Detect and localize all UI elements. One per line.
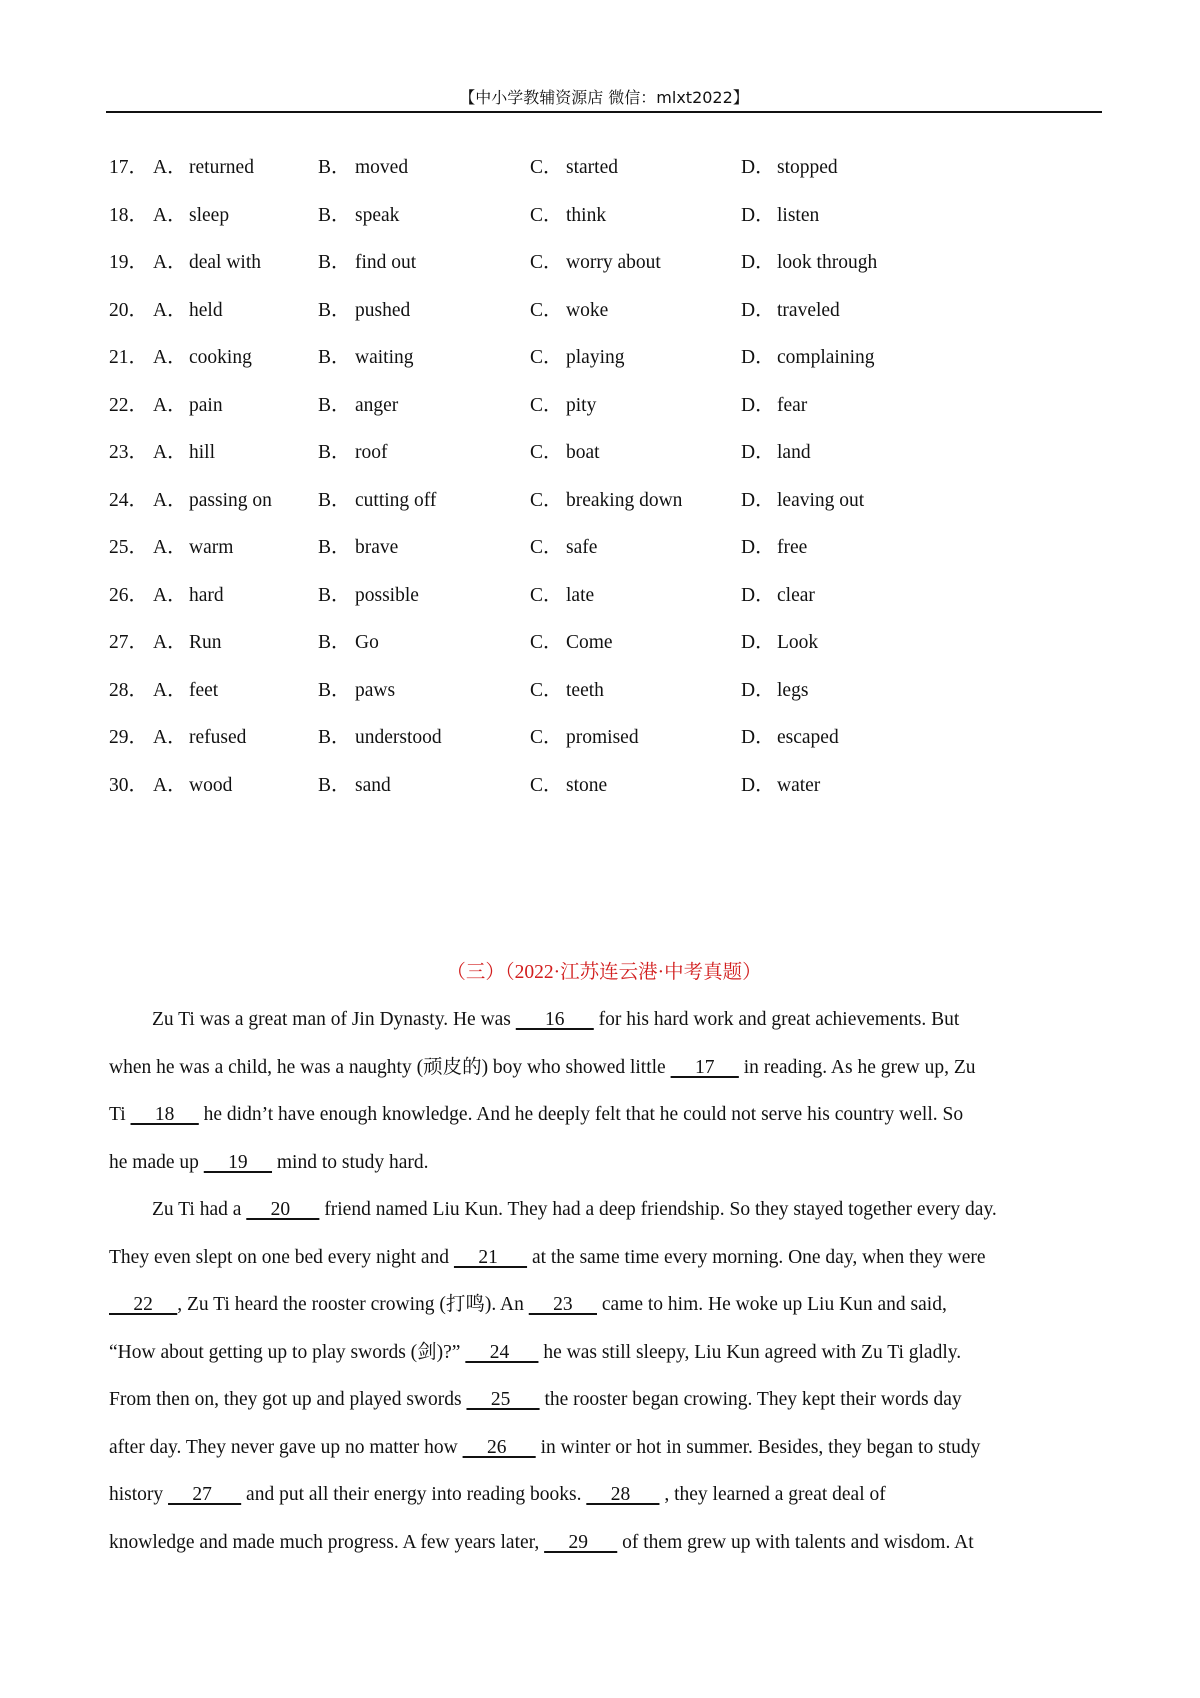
option-a-letter: A． xyxy=(153,727,187,748)
answer-blank: 19 xyxy=(203,1151,273,1173)
question-number: 21． xyxy=(109,347,149,368)
passage-text: , Zu Ti heard the rooster crowing (打鸣). An xyxy=(177,1294,529,1315)
option-d-letter: D． xyxy=(741,394,775,416)
header-rule xyxy=(106,111,1102,113)
option-b-letter: B． xyxy=(318,679,351,701)
option-row xyxy=(109,576,1089,624)
option-a-text: deal with xyxy=(189,252,262,273)
option-d-text: look through xyxy=(777,252,878,273)
option-b-text: brave xyxy=(355,537,399,558)
option-d-text: water xyxy=(777,774,821,796)
answer-blank: 16 xyxy=(515,1009,594,1030)
option-d-letter: D． xyxy=(741,347,775,368)
option-a-letter: A． xyxy=(153,537,187,558)
option-b-text: possible xyxy=(355,584,419,606)
option-c-text: started xyxy=(566,157,618,178)
option-a-text: pain xyxy=(189,394,223,416)
answer-blank: 21 xyxy=(453,1246,528,1268)
option-b-letter: B． xyxy=(318,632,351,653)
passage-text: “How about getting up to play swords (剑)?” xyxy=(109,1341,466,1363)
option-a-letter: A． xyxy=(153,774,187,796)
passage-text: mind to study hard. xyxy=(272,1151,429,1173)
option-row xyxy=(109,766,1089,814)
answer-blank: 25 xyxy=(466,1389,540,1410)
option-c-letter: C． xyxy=(530,774,563,796)
answer-blank: 29 xyxy=(544,1531,618,1553)
passage-line xyxy=(109,1190,1105,1238)
passage-text: knowledge and made much progress. A few years later, xyxy=(109,1531,545,1553)
answer-blank: 18 xyxy=(130,1104,199,1125)
option-c-text: breaking down xyxy=(566,489,683,511)
option-b-text: moved xyxy=(355,157,409,178)
option-row xyxy=(109,338,1089,386)
passage-line xyxy=(109,1285,1105,1333)
option-a-text: returned xyxy=(189,157,254,178)
option-row xyxy=(109,671,1089,719)
option-c-letter: C． xyxy=(530,347,563,368)
option-d-letter: D． xyxy=(741,679,775,701)
answer-blank: 22 xyxy=(109,1294,178,1315)
option-d-text: leaving out xyxy=(777,489,865,511)
option-d-letter: D． xyxy=(741,489,775,511)
option-b-text: anger xyxy=(355,394,399,416)
option-c-letter: C． xyxy=(530,584,563,606)
option-c-text: playing xyxy=(566,347,625,368)
page-header: 【中小学教辅资源店 微信：mlxt2022】 xyxy=(459,88,749,107)
answer-blank: 27 xyxy=(168,1484,242,1505)
option-a-text: warm xyxy=(189,537,234,558)
question-number: 22． xyxy=(109,394,149,416)
passage-text: , they learned a great deal of xyxy=(659,1484,886,1505)
option-a-text: Run xyxy=(189,632,222,653)
option-b-letter: B． xyxy=(318,442,351,463)
option-a-letter: A． xyxy=(153,489,187,511)
option-a-text: wood xyxy=(189,774,233,796)
option-a-letter: A． xyxy=(153,347,187,368)
question-number: 25． xyxy=(109,537,149,558)
option-row xyxy=(109,196,1089,244)
option-d-text: fear xyxy=(777,394,808,416)
option-d-letter: D． xyxy=(741,442,775,463)
option-row xyxy=(109,148,1089,196)
option-a-text: passing on xyxy=(189,489,272,511)
option-c-letter: C． xyxy=(530,537,563,558)
passage-text: he was still sleepy, Liu Kun agreed with Zu Ti gladly. xyxy=(538,1341,962,1363)
option-a-text: held xyxy=(189,299,223,321)
question-number: 17． xyxy=(109,157,149,178)
passage-line xyxy=(109,1428,1105,1476)
passage-line xyxy=(109,1143,1105,1191)
passage-line xyxy=(109,1095,1105,1143)
passage-line xyxy=(109,1333,1105,1381)
option-row xyxy=(109,243,1089,291)
option-c-text: worry about xyxy=(566,252,661,273)
option-b-text: waiting xyxy=(355,347,414,368)
option-b-letter: B． xyxy=(318,489,351,511)
option-a-letter: A． xyxy=(153,442,187,463)
option-c-text: Come xyxy=(566,632,613,653)
passage-text: Ti xyxy=(109,1104,131,1125)
option-a-letter: A． xyxy=(153,157,187,178)
question-number: 23． xyxy=(109,442,149,463)
option-c-letter: C． xyxy=(530,394,563,416)
option-a-letter: A． xyxy=(153,252,187,273)
option-b-letter: B． xyxy=(318,157,351,178)
passage-text: for his hard work and great achievements. But xyxy=(593,1009,960,1030)
option-a-letter: A． xyxy=(153,632,187,653)
option-b-text: cutting off xyxy=(355,489,437,511)
option-b-letter: B． xyxy=(318,252,351,273)
option-d-text: free xyxy=(777,537,808,558)
passage-text: friend named Liu Kun. They had a deep friendship. So they stayed together every day. xyxy=(319,1199,997,1220)
option-d-letter: D． xyxy=(741,204,775,226)
passage-text: history xyxy=(109,1484,169,1505)
option-b-text: understood xyxy=(355,727,442,748)
option-b-letter: B． xyxy=(318,347,351,368)
passage-text: in winter or hot in summer. Besides, they began to study xyxy=(535,1436,981,1458)
option-c-text: stone xyxy=(566,774,608,796)
option-c-text: boat xyxy=(566,442,600,463)
options-list xyxy=(109,148,1089,813)
option-a-text: refused xyxy=(189,727,247,748)
option-b-letter: B． xyxy=(318,774,351,796)
question-number: 19． xyxy=(109,252,149,273)
option-row xyxy=(109,718,1089,766)
option-b-text: roof xyxy=(355,442,388,463)
option-a-text: cooking xyxy=(189,347,252,368)
option-row xyxy=(109,433,1089,481)
option-d-text: escaped xyxy=(777,727,839,748)
answer-blank: 24 xyxy=(465,1341,539,1363)
section-title: （三）（2022·江苏连云港·中考真题） xyxy=(446,962,762,983)
answer-blank: 20 xyxy=(246,1199,320,1220)
option-c-letter: C． xyxy=(530,632,563,653)
option-c-text: promised xyxy=(566,727,639,748)
passage-text: he didn’t have enough knowledge. And he deeply felt that he could not serve his country well. So xyxy=(198,1104,964,1125)
option-b-letter: B． xyxy=(318,727,351,748)
option-d-text: complaining xyxy=(777,347,875,368)
option-d-text: legs xyxy=(777,679,809,701)
option-d-text: land xyxy=(777,442,811,463)
option-d-letter: D． xyxy=(741,252,775,273)
option-b-text: find out xyxy=(355,252,417,273)
option-d-letter: D． xyxy=(741,157,775,178)
passage-text: of them grew up with talents and wisdom. At xyxy=(617,1531,974,1553)
option-d-text: Look xyxy=(777,632,819,653)
option-c-text: safe xyxy=(566,537,598,558)
option-a-letter: A． xyxy=(153,204,187,226)
question-number: 28． xyxy=(109,679,149,701)
option-d-letter: D． xyxy=(741,774,775,796)
option-a-text: hard xyxy=(189,584,224,606)
option-b-text: sand xyxy=(355,774,391,796)
passage-line xyxy=(109,1380,1105,1428)
option-b-text: Go xyxy=(355,632,379,653)
option-c-letter: C． xyxy=(530,442,563,463)
option-d-letter: D． xyxy=(741,299,775,321)
option-b-letter: B． xyxy=(318,537,351,558)
option-a-letter: A． xyxy=(153,394,187,416)
option-c-text: think xyxy=(566,204,607,226)
option-c-text: woke xyxy=(566,299,609,321)
passage-text: after day. They never gave up no matter how xyxy=(109,1436,463,1458)
option-d-letter: D． xyxy=(741,537,775,558)
option-row xyxy=(109,481,1089,529)
answer-blank: 23 xyxy=(528,1294,597,1315)
option-b-letter: B． xyxy=(318,584,351,606)
option-b-letter: B． xyxy=(318,394,351,416)
option-c-letter: C． xyxy=(530,489,563,511)
option-row xyxy=(109,528,1089,576)
question-number: 24． xyxy=(109,489,149,511)
option-d-letter: D． xyxy=(741,632,775,653)
question-number: 27． xyxy=(109,632,149,653)
option-d-text: listen xyxy=(777,204,820,226)
option-b-text: paws xyxy=(355,679,396,701)
question-number: 20． xyxy=(109,299,149,321)
answer-blank: 28 xyxy=(586,1484,660,1505)
option-a-letter: A． xyxy=(153,584,187,606)
passage-text: They even slept on one bed every night and xyxy=(109,1246,454,1268)
option-c-letter: C． xyxy=(530,157,563,178)
option-row xyxy=(109,623,1089,671)
passage-text: he made up xyxy=(109,1151,204,1173)
option-b-letter: B． xyxy=(318,299,351,321)
answer-blank: 26 xyxy=(462,1436,536,1458)
option-c-text: late xyxy=(566,584,595,606)
option-row xyxy=(109,291,1089,339)
option-a-text: feet xyxy=(189,679,219,701)
passage-line xyxy=(109,1000,1105,1048)
cloze-passage xyxy=(109,1000,1105,1570)
passage-text: and put all their energy into reading books. xyxy=(241,1484,587,1505)
option-d-letter: D． xyxy=(741,727,775,748)
option-d-text: stopped xyxy=(777,157,838,178)
passage-text: when he was a child, he was a naughty (顽皮的) boy who showed little xyxy=(109,1056,671,1078)
option-row xyxy=(109,386,1089,434)
option-a-letter: A． xyxy=(153,299,187,321)
option-b-letter: B． xyxy=(318,204,351,226)
passage-text: the rooster began crowing. They kept their words day xyxy=(539,1389,962,1410)
passage-line xyxy=(109,1523,1105,1571)
passage-line xyxy=(109,1048,1105,1096)
passage-line xyxy=(109,1238,1105,1286)
passage-text: Zu Ti had a xyxy=(152,1199,247,1220)
option-c-letter: C． xyxy=(530,204,563,226)
question-number: 26． xyxy=(109,584,149,606)
option-c-letter: C． xyxy=(530,727,563,748)
passage-text: in reading. As he grew up, Zu xyxy=(738,1056,976,1078)
answer-blank: 17 xyxy=(670,1056,739,1078)
option-d-text: traveled xyxy=(777,299,840,321)
option-c-letter: C． xyxy=(530,299,563,321)
option-c-letter: C． xyxy=(530,252,563,273)
option-d-letter: D． xyxy=(741,584,775,606)
option-b-text: pushed xyxy=(355,299,411,321)
option-d-text: clear xyxy=(777,584,815,606)
option-c-text: teeth xyxy=(566,679,604,701)
question-number: 30． xyxy=(109,774,149,796)
passage-text: at the same time every morning. One day, when they were xyxy=(527,1246,986,1268)
option-b-text: speak xyxy=(355,204,400,226)
passage-text: From then on, they got up and played swords xyxy=(109,1389,467,1410)
option-a-text: hill xyxy=(189,442,216,463)
passage-line xyxy=(109,1475,1105,1523)
option-a-letter: A． xyxy=(153,679,187,701)
passage-text: came to him. He woke up Liu Kun and said, xyxy=(597,1294,947,1315)
question-number: 29． xyxy=(109,727,149,748)
option-a-text: sleep xyxy=(189,204,230,226)
option-c-text: pity xyxy=(566,394,597,416)
passage-text: Zu Ti was a great man of Jin Dynasty. He was xyxy=(152,1009,516,1030)
question-number: 18． xyxy=(109,204,149,226)
option-c-letter: C． xyxy=(530,679,563,701)
